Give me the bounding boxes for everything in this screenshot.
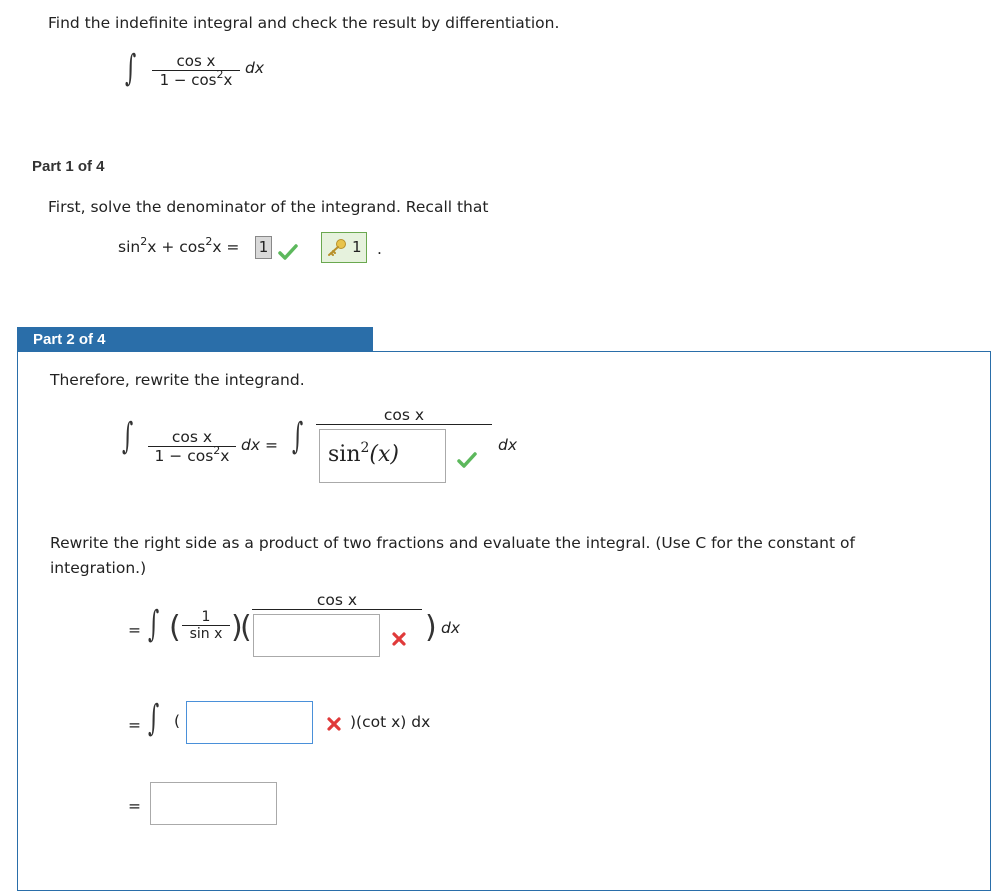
integral-sign-line1: ∫ (148, 604, 160, 645)
cross-icon (326, 716, 342, 732)
rhs-fraction (316, 406, 492, 425)
line2-open-paren: ( (174, 712, 181, 730)
frac1: 1 sin x (182, 609, 230, 642)
check-icon (278, 244, 298, 260)
integral-sign: ∫ (125, 48, 137, 89)
paren-close-2: ) (425, 610, 437, 645)
integrand-fraction (152, 52, 240, 89)
key-answer-value: 1 (352, 238, 362, 256)
line3-equals: = (128, 797, 141, 815)
integral-sign-left: ∫ (122, 416, 134, 457)
lhs-fraction: cos x $1 - \cos^2x$ (148, 428, 236, 465)
line2-answer-input[interactable] (186, 701, 313, 744)
part1-text: First, solve the denominator of the integrand. Recall that (48, 198, 489, 216)
key-answer-box[interactable] (321, 232, 367, 263)
rhs-numerator: cos x (383, 406, 425, 424)
part1-equation: $\sin^2x + \cos^2x$ = (118, 235, 240, 256)
final-answer-input[interactable] (150, 782, 277, 825)
line2-equals: = (128, 716, 141, 734)
part1-label: Part 1 of 4 (32, 158, 105, 175)
key-icon (326, 238, 348, 258)
part2-label: Part 2 of 4 (33, 331, 106, 348)
line1-dx: dx (441, 619, 461, 637)
frac2: cos x (252, 591, 422, 610)
integral-sign-line2: ∫ (148, 698, 160, 739)
integral-sign-right: ∫ (292, 416, 304, 457)
integrand-dx: dx (245, 59, 265, 77)
rhs-denominator-input[interactable]: $\sin^2(x)$ (319, 429, 446, 483)
part2-text1: Therefore, rewrite the integrand. (50, 371, 305, 389)
frac2-denominator-input[interactable] (253, 614, 380, 657)
paren-close-1: ) (231, 610, 243, 645)
cross-icon (391, 631, 407, 647)
problem-instruction: Find the indefinite integral and check the result by differentiation. (48, 14, 560, 32)
integrand-numerator: cos x (176, 52, 216, 70)
part1-period: . (377, 240, 382, 258)
part2-header (17, 327, 373, 351)
line2-suffix: )(cot x) dx (350, 713, 431, 731)
part1-answer-field[interactable]: 1 (255, 236, 272, 259)
lhs-dx-equals: dx = (241, 436, 278, 454)
paren-open-1: ( (169, 610, 181, 645)
part2-text2: Rewrite the right side as a product of two fractions and evaluate the integral. (Use C for the constant of integration.) (50, 534, 855, 577)
rhs-dx: dx (498, 436, 518, 454)
integrand-denominator: $1 - \cos^2x$ (159, 68, 233, 89)
check-icon (457, 452, 477, 468)
paren-open-2: ( (240, 610, 252, 645)
line1-equals: = (128, 621, 141, 639)
